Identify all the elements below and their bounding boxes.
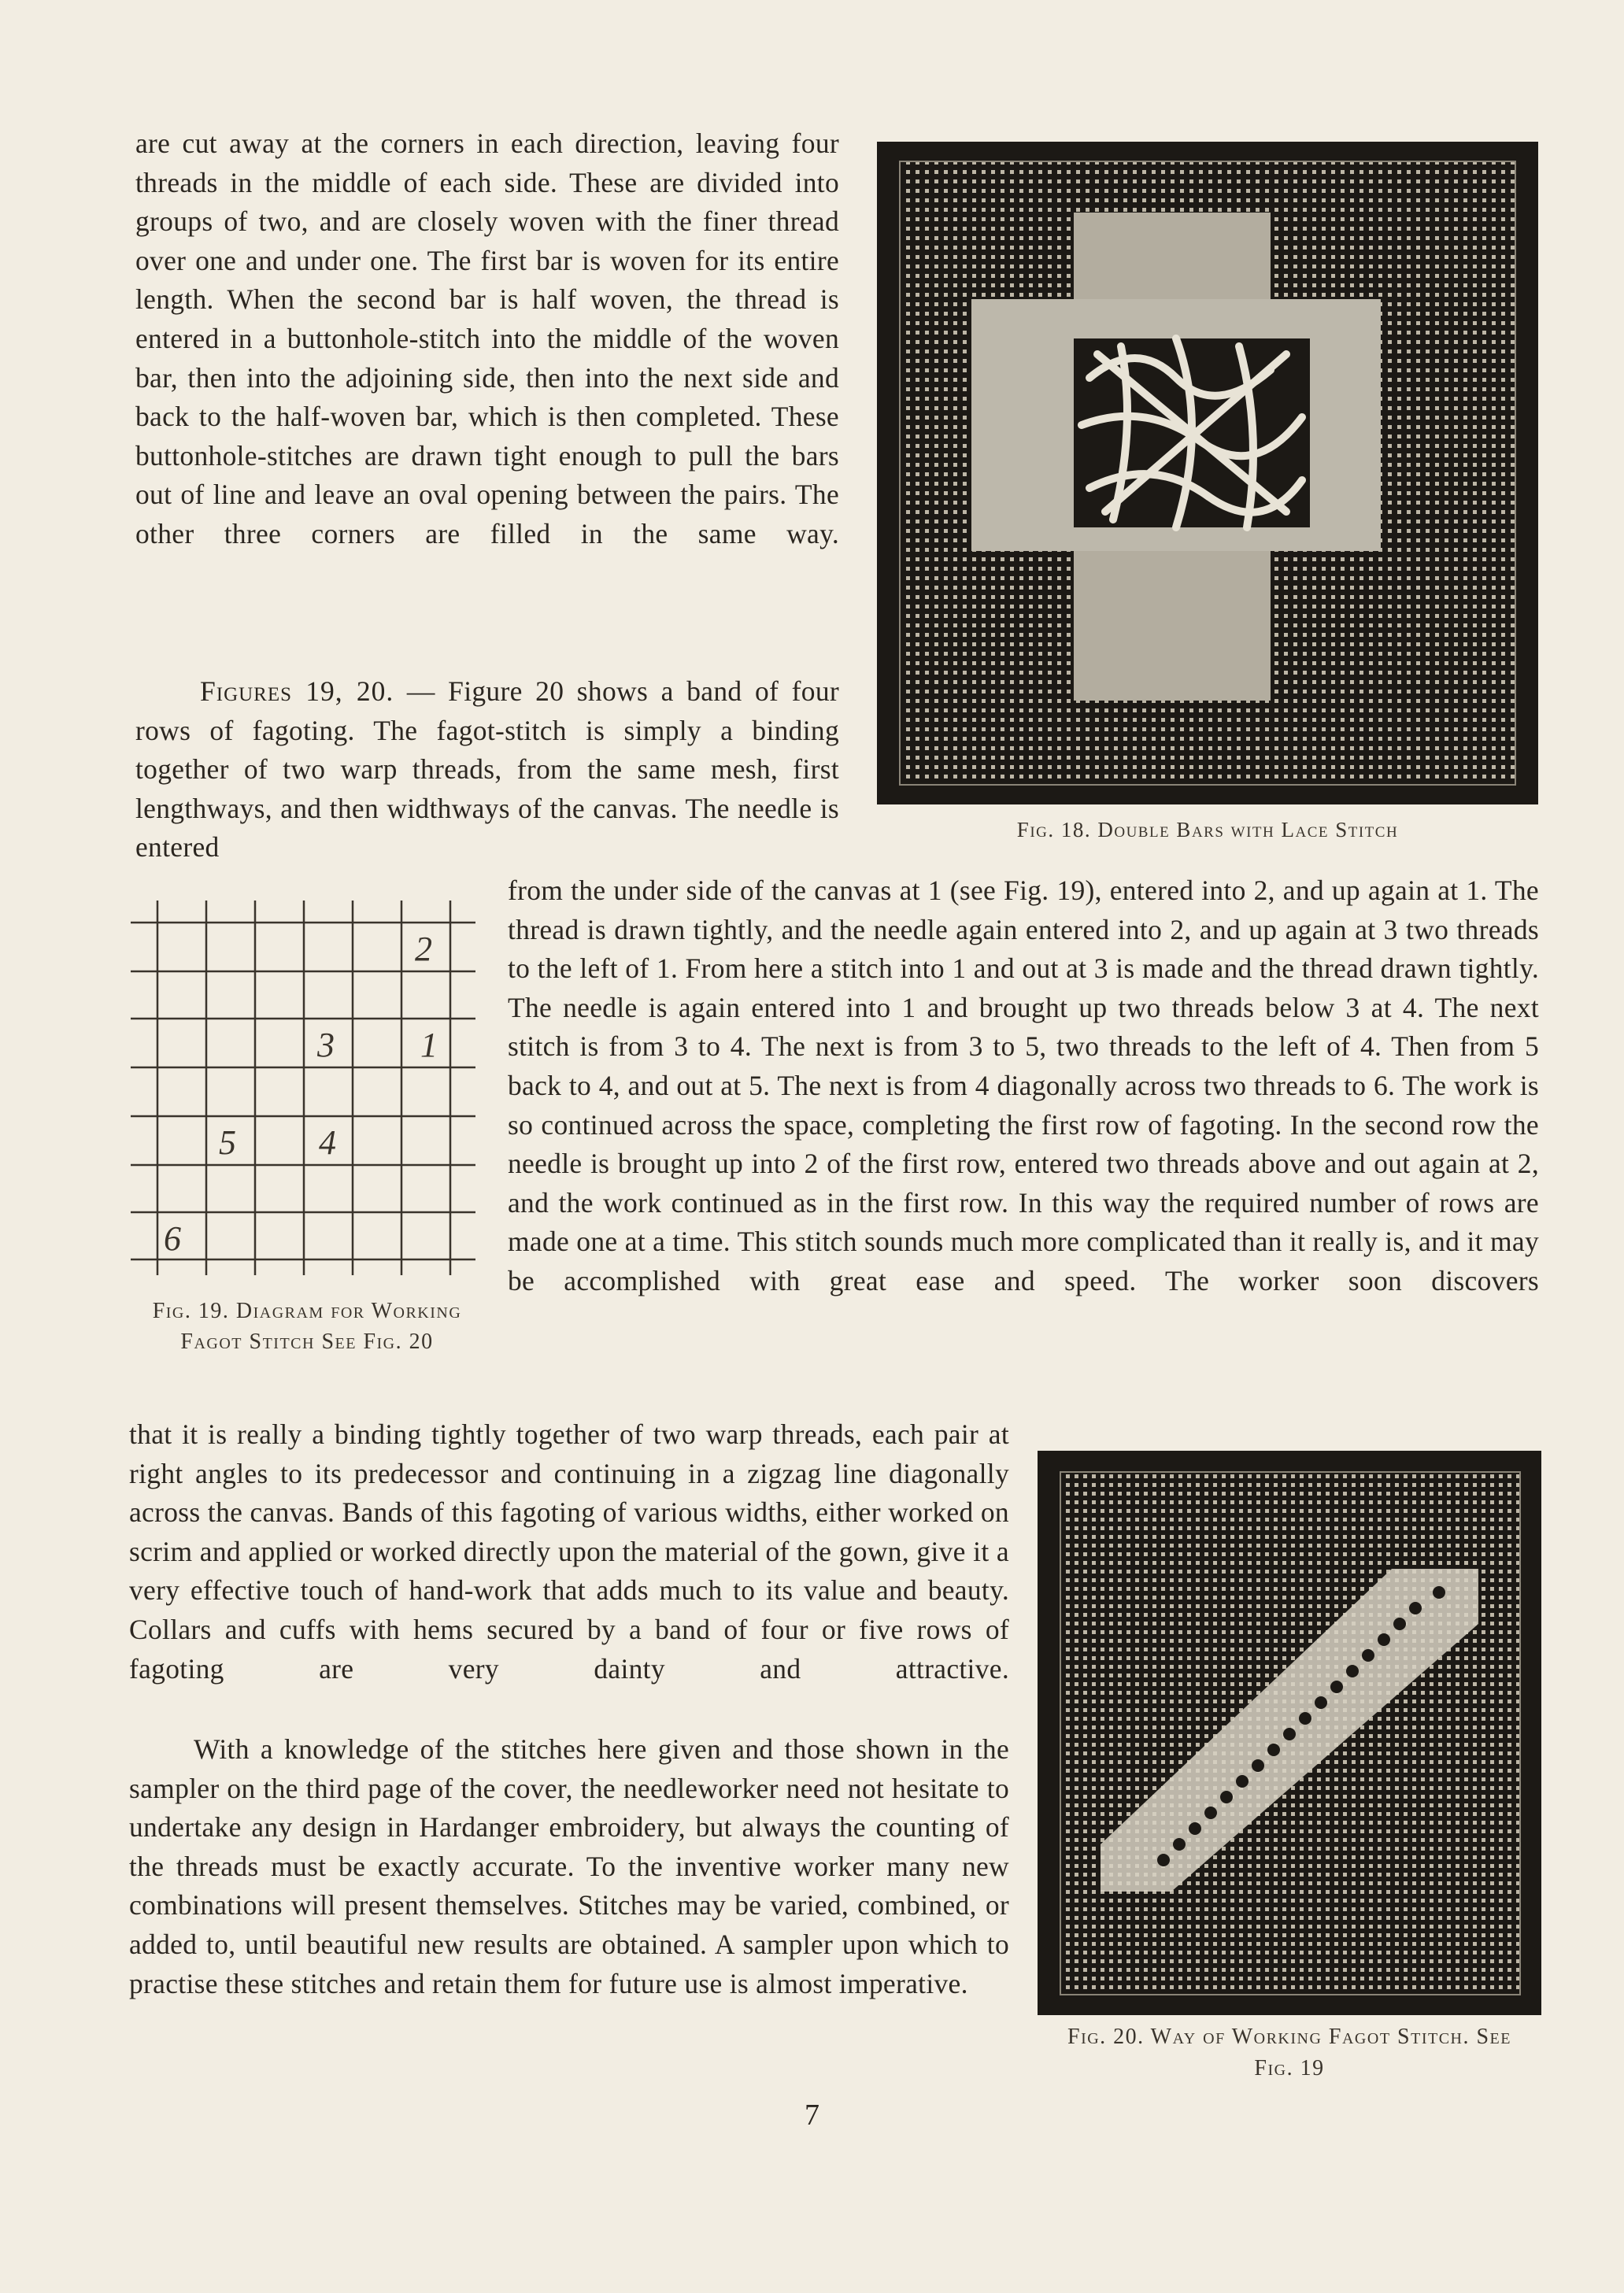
- opening-paragraph: [135, 124, 839, 554]
- middle-paragraph-text: from the under side of the canvas at 1 (see Fig. 19), entered into 2, and up again at 1. The thread is drawn tightly, and the needle again entered into 2, and up again at 3 two threads to the left of 1. From here a stitch into 1 and out at 3 is made and the thread drawn tightly. The needle is again entered into 1 and brought up two threads below 3 at 4. The next stitch is from 3 to 4. The next is from 3 to 5, two threads to the left of 4. Then from 5 back to 4, and out at 5. The next is from 4 diagonally across two threads to 6. The work is so continued across the space, completing the first row of fagoting. In the second row the needle is brought up into 2 of the first row, entered two threads above and out again at 2, and the work continued as in the first row. In this way the required number of rows are made one at a time. This stitch sounds much more complicated than it really is, and it may be accomplished with great ease and speed. The worker soon discovers: [508, 875, 1539, 1296]
- fig20-caption: [1045, 2021, 1533, 2084]
- fig19-caption-text: Fig. 19. Diagram for Working Fagot Stitch See Fig. 20: [152, 1299, 462, 1354]
- figures-paragraph: [135, 672, 839, 867]
- fig20-caption-text: Fig. 20. Way of Working Fagot Stitch. See Fig. 19: [1067, 2025, 1511, 2080]
- figures-intro: — Figure 20 shows a band of four rows of fagoting. The fagot-stitch is simply a binding together of two warp threads, from the same mesh, first lengthways, and then widthways of the canvas. The needle is entered: [135, 675, 840, 864]
- fig20-photo: [1038, 1451, 1541, 2015]
- lower-paragraph-text: that it is really a binding tightly together of two warp threads, each pair at right angles to its predecessor and continuing in a zigzag line diagonally across the canvas. Bands of this fagoting of various widths, either worked on scrim and applied or worked directly upon the material of the gown, give it a very effective touch of hand-work that adds much to its value and beauty. Collars and cuffs with hems secured by a band of four or five rows of fagoting are very dainty and attractive.: [129, 1418, 1009, 1685]
- diagram-label-1: 1: [420, 1026, 438, 1064]
- middle-paragraph: [508, 871, 1539, 1301]
- fig19-diagram: [126, 897, 488, 1299]
- fig18-photo: [877, 142, 1538, 804]
- diagram-label-6: 6: [164, 1219, 181, 1258]
- fig18-caption-text: Fig. 18. Double Bars with Lace Stitch: [1016, 818, 1399, 841]
- fagot-band-icon: [1038, 1451, 1541, 2015]
- fig19-caption: [142, 1296, 472, 1357]
- opening-paragraph-text: are cut away at the corners in each direction, leaving four threads in the middle of each side. These are divided into groups of two, and are closely woven with the finer thread over one and under one. The first bar is woven for its entire length. When the second bar is half woven, the thread is entered in a buttonhole-stitch into the middle of the woven bar, then into the adjoining side, then into the next side and back to the half-woven bar, which is then completed. These buttonhole-stitches are drawn tight enough to pull the bars out of line and leave an oval opening between the pairs. The other three corners are filled in the same way.: [135, 128, 839, 549]
- final-paragraph-text: With a knowledge of the stitches here given and those shown in the sampler on the third page of the cover, the needleworker need not hesitate to undertake any design in Hardanger embroidery, but always the counting of the threads must be exactly accurate. To the inventive worker many new combinations will present themselves. Stitches may be varied, combined, or added to, until beautiful new results are obtained. A sampler upon which to practise these stitches and retain them for future use is almost imperative.: [129, 1733, 1009, 1999]
- diagram-label-4: 4: [319, 1123, 336, 1162]
- figures-heading: Figures 19, 20.: [200, 675, 394, 707]
- page-number: 7: [805, 2099, 819, 2132]
- lower-paragraph: [129, 1415, 1009, 1688]
- fig18-caption: [877, 814, 1538, 845]
- diagram-label-2: 2: [415, 930, 432, 968]
- final-paragraph: [129, 1730, 1009, 2003]
- diagram-label-3: 3: [317, 1026, 335, 1064]
- diagram-label-5: 5: [219, 1123, 236, 1162]
- lace-stitch-icon: [877, 142, 1538, 804]
